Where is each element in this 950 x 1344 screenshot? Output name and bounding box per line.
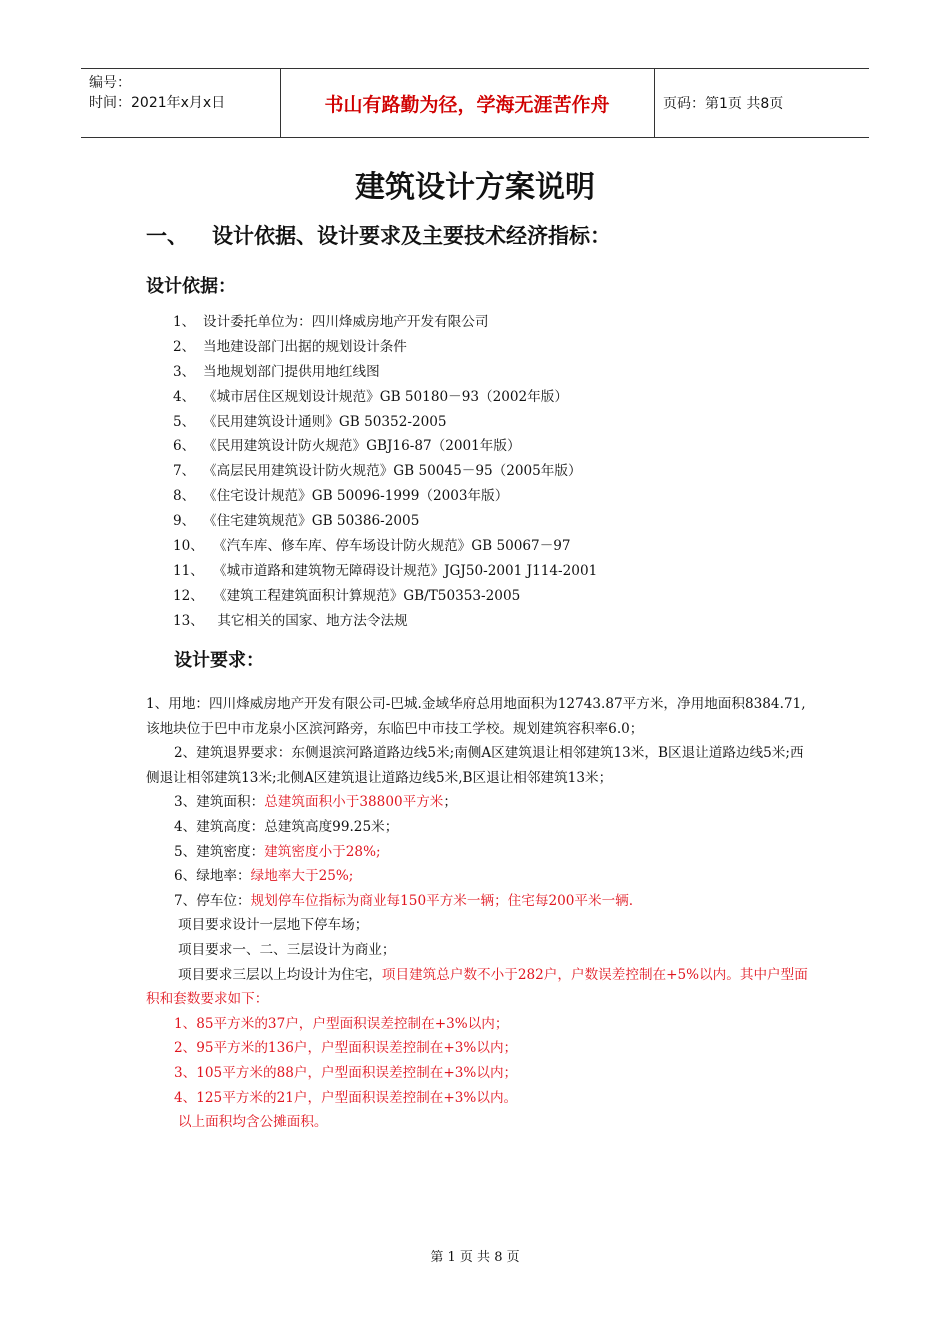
unit-item: 4、125平方米的21户，户型面积误差控制在+3%以内。 [174, 1089, 518, 1106]
page-header [81, 68, 869, 138]
list-item: 8、 《住宅设计规范》GB 50096-1999（2003年版） [173, 488, 509, 505]
document-title: 建筑设计方案说明 [355, 170, 595, 205]
list-item: 5、 《民用建筑设计通则》GB 50352-2005 [173, 413, 447, 430]
number-label: 编号： [89, 75, 131, 91]
date-label: 时间：2021年x月x日 [89, 95, 226, 111]
header-meta [89, 73, 225, 113]
paragraph-height: 4、建筑高度：总建筑高度99.25米； [174, 818, 399, 835]
header-divider [280, 69, 281, 137]
list-item: 7、 《高层民用建筑设计防火规范》GB 50045－95（2005年版） [173, 463, 582, 480]
basis-heading: 设计依据： [146, 276, 236, 297]
paragraph-green-ratio: 6、绿地率：绿地率大于25%; [174, 868, 354, 885]
header-motto: 书山有路勤为径，学海无涯苦作舟 [324, 93, 610, 116]
section-heading [146, 220, 611, 250]
paragraph-land: 1、用地：四川烽威房地产开发有限公司-巴城.金域华府总用地面积为12743.87平方米，净用地面积8384.71, 该地块位于巴中市龙泉小区滨河路旁，东临巴中市技工学校。规划建筑容积率6.0； [146, 696, 806, 737]
paragraph-parking: 7、停车位：规划停车位指标为商业每150平方米一辆；住宅每200平米一辆. [174, 892, 634, 909]
unit-item: 1、85平方米的37户，户型面积误差控制在+3%以内； [174, 1015, 509, 1032]
paragraph-area: 3、建筑面积：总建筑面积小于38800平方米； [174, 794, 457, 811]
section-title: 设计依据、设计要求及主要技术经济指标： [212, 224, 611, 248]
list-item: 9、 《住宅建筑规范》GB 50386-2005 [173, 513, 420, 530]
unit-item: 3、105平方米的88户，户型面积误差控制在+3%以内； [174, 1064, 518, 1081]
list-item: 10、 《汽车库、修车库、停车场设计防火规范》GB 50067－97 [173, 538, 571, 555]
basis-list [173, 310, 597, 634]
list-item: 11、 《城市道路和建筑物无障碍设计规范》JGJ50-2001 J114-2001 [173, 562, 598, 579]
paragraph-setback: 2、建筑退界要求：东侧退滨河路道路边线5米;南侧A区建筑退让相邻建筑13米，B区退让道路边线5米;西侧退让相邻建筑13米;北侧A区建筑退让道路边线5米,B区退让相邻建筑13米； [146, 745, 804, 786]
list-item: 12、 《建筑工程建筑面积计算规范》GB/T50353-2005 [173, 587, 521, 604]
paragraph-underground: 项目要求设计一层地下停车场； [178, 917, 369, 934]
requirements-body [146, 692, 811, 1135]
list-item: 3、 当地规划部门提供用地红线图 [173, 363, 380, 380]
header-divider [654, 69, 655, 137]
list-item: 6、 《民用建筑设计防火规范》GBJ16-87（2001年版） [173, 438, 521, 455]
paragraph-density: 5、建筑密度：建筑密度小于28%; [174, 843, 381, 860]
list-item: 4、 《城市居住区规划设计规范》GB 50180－93（2002年版） [173, 388, 568, 405]
list-item: 2、 当地建设部门出据的规划设计条件 [173, 338, 407, 355]
paragraph-note: 以上面积均含公摊面积。 [178, 1114, 328, 1131]
paragraph-residential: 项目要求三层以上均设计为住宅，项目建筑总户数不小于282户，户数误差控制在+5%以内。其中户型面积和套数要求如下： [146, 966, 808, 1008]
section-number: 一、 [146, 224, 188, 248]
requirements-heading: 设计要求： [174, 650, 264, 671]
unit-item: 2、95平方米的136户，户型面积误差控制在+3%以内； [174, 1040, 518, 1057]
header-page-info: 页码：第1页 共8页 [663, 96, 784, 112]
paragraph-commercial: 项目要求一、二、三层设计为商业； [178, 941, 396, 958]
page-footer: 第 1 页 共 8 页 [430, 1250, 520, 1265]
list-item: 13、 其它相关的国家、地方法令法规 [173, 612, 408, 629]
list-item: 1、 设计委托单位为：四川烽威房地产开发有限公司 [173, 314, 489, 330]
